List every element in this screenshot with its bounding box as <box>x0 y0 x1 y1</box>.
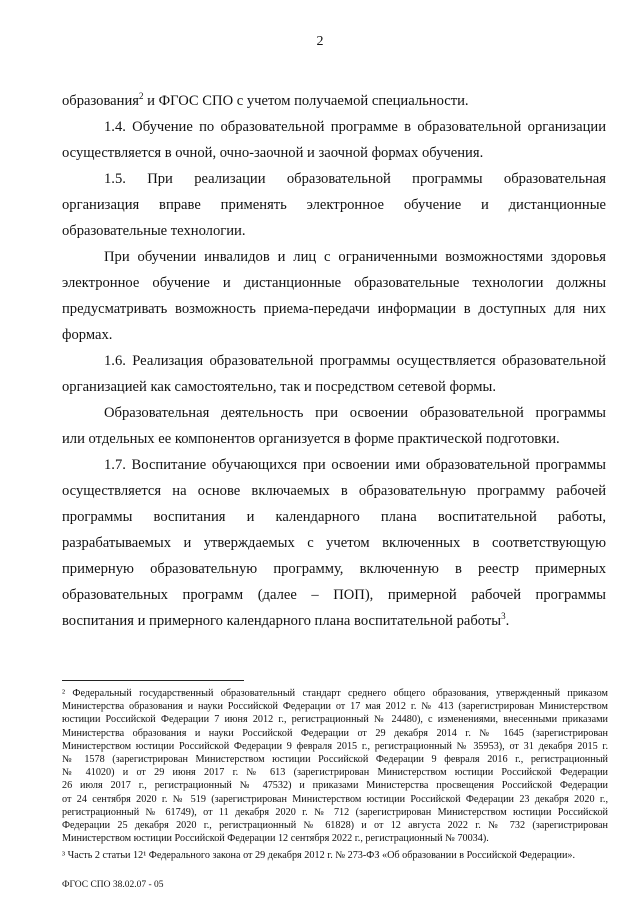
footnote-line: Федерации 25 декабря 2020 г., регистрационный № 61828) и от 12 августа 2022 г. № 732 (зарегистрирован <box>62 819 608 831</box>
footnote-line: юстиции Российской Федерации 7 июня 2012 г., регистрационный № 24480), с изменениями, внесенными приказами <box>62 714 608 726</box>
footnote-line: Министерством юстиции Российской Федерации 12 сентября 2022 г., регистрационный № 70034). <box>62 833 489 845</box>
text-line: разрабатываемых и утверждаемых с учетом включенных в соответствующую <box>62 535 606 551</box>
text-line: организацией как самостоятельно, так и посредством сетевой формы. <box>62 379 496 395</box>
text-line: осуществляется в очной, очно-заочной и заочной формах обучения. <box>62 145 484 161</box>
footnotes <box>62 687 608 862</box>
footnote-line: Министерством юстиции Российской Федерации 9 февраля 2015 г., регистрационный № 35953), от 31 декабря 2015 г. <box>62 740 608 752</box>
footnote-line: № 41020) и от 29 июня 2017 г. № 613 (зарегистрирован Министерством юстиции Российской Федерации <box>62 767 608 779</box>
text-line: образовательные технологии. <box>62 223 246 239</box>
text-line: осуществляется на основе включаемых в образовательную программу рабочей <box>62 483 606 499</box>
document-code: ФГОС СПО 38.02.07 - 05 <box>62 880 164 890</box>
footnote-divider <box>62 680 244 681</box>
footnote-line: ² Федеральный государственный образовательный стандарт среднего общего образования, утвержденный приказом <box>62 688 608 699</box>
text-line: Образовательная деятельность при освоении образовательной программы <box>104 405 606 421</box>
text-line: примерную образовательную программу, включенную в реестр примерных <box>62 561 606 577</box>
text-line: программы воспитания и календарного плана воспитательной работы, <box>62 509 606 525</box>
footnote-ref-3: 3 <box>501 611 506 622</box>
text-line: организация вправе применять электронное обучение и дистанционные <box>62 197 606 213</box>
footnote-line: 26 июля 2017 г., регистрационный № 47532) и приказами Министерства просвещения Российской Федерации <box>62 780 608 792</box>
footnote-line: Министерства образования и науки Российской Федерации от 17 мая 2012 г. № 413 (зарегистрирован Министерством <box>62 701 608 713</box>
text-line: или отдельных ее компонентов организуется в форме практической подготовки. <box>62 431 560 447</box>
text-line: воспитания и примерного календарного плана воспитательной работы$^3$. <box>62 611 510 629</box>
text-line: электронное обучение и дистанционные образовательные технологии должны <box>62 275 606 291</box>
text-line: 1.6. Реализация образовательной программы осуществляется образовательной <box>104 353 606 369</box>
text-line: формах. <box>62 327 113 343</box>
text-line: 1.5. При реализации образовательной программы образовательная <box>104 171 606 187</box>
footnote-line: от 24 сентября 2020 г. № 519 (зарегистрирован Министерством юстиции Российской Федерации 23 декабря 2020 г., <box>62 793 608 805</box>
footnote-line: регистрационный № 61749), от 11 декабря 2020 г. № 712 (зарегистрирован Министерством юстиции Российской <box>62 806 608 818</box>
footnote-line: № 1578 (зарегистрирован Министерством юстиции Российской Федерации 9 февраля 2016 г., регистрационный <box>62 753 608 765</box>
body-text <box>62 88 606 634</box>
text-line: При обучении инвалидов и лиц с ограниченными возможностями здоровья <box>104 249 606 265</box>
text-line: образования$^2$ и ФГОС СПО с учетом получаемой специальности. <box>62 91 469 109</box>
text-line: 1.4. Обучение по образовательной программе в образовательной организации <box>104 119 606 135</box>
footnote-line: ³ Часть 2 статьи 12¹ Федерального закона от 29 декабря 2012 г. № 273-ФЗ «Об образовании в Российской Федерации». <box>62 850 576 862</box>
text-line: 1.7. Воспитание обучающихся при освоении ими образовательной программы <box>104 457 606 473</box>
text-line: предусматривать возможность приема-передачи информации в доступных для них <box>62 301 606 317</box>
text-line: образовательных программ (далее – ПОП), примерной рабочей программы <box>62 587 606 603</box>
footnote-ref-2: 2 <box>138 91 144 102</box>
footnote-line: Министерства образования и науки Российской Федерации от 29 декабря 2014 г. № 1645 (зарегистрирован <box>62 727 608 739</box>
page-number: 2 <box>316 34 324 49</box>
